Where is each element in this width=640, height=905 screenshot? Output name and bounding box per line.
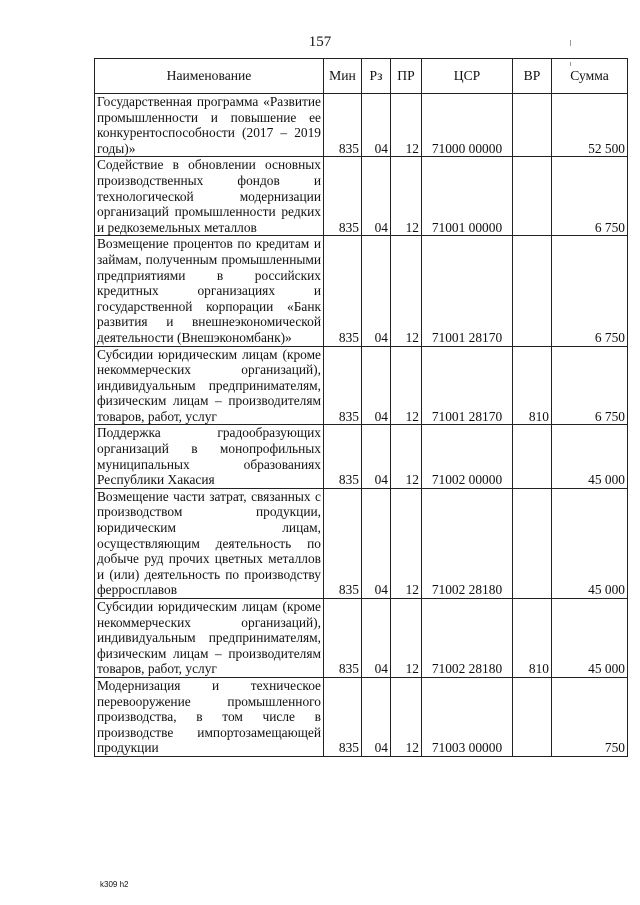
row-csr: 71001 28170 (422, 346, 513, 425)
row-pr: 12 (391, 236, 422, 346)
row-rz: 04 (362, 677, 391, 756)
table-row (95, 157, 628, 236)
scan-mark (570, 40, 571, 46)
header-min: Мин (324, 59, 362, 94)
row-min: 835 (324, 157, 362, 236)
row-pr: 12 (391, 677, 422, 756)
row-rz: 04 (362, 599, 391, 678)
table-row (95, 94, 628, 157)
row-min: 835 (324, 599, 362, 678)
row-sum: 6 750 (552, 157, 628, 236)
row-rz: 04 (362, 236, 391, 346)
row-min: 835 (324, 425, 362, 488)
row-rz: 04 (362, 94, 391, 157)
row-sum: 45 000 (552, 488, 628, 598)
header-pr: ПР (391, 59, 422, 94)
row-sum: 6 750 (552, 236, 628, 346)
page-number: 157 (308, 34, 332, 50)
row-sum: 45 000 (552, 599, 628, 678)
row-vr (513, 677, 552, 756)
row-vr (513, 425, 552, 488)
row-rz: 04 (362, 346, 391, 425)
row-min: 835 (324, 346, 362, 425)
row-rz: 04 (362, 157, 391, 236)
table-row (95, 677, 628, 756)
table-header-row (95, 59, 628, 94)
row-vr (513, 157, 552, 236)
row-sum: 6 750 (552, 346, 628, 425)
row-sum: 52 500 (552, 94, 628, 157)
row-csr: 71003 00000 (422, 677, 513, 756)
row-csr: 71000 00000 (422, 94, 513, 157)
row-pr: 12 (391, 157, 422, 236)
row-vr (513, 94, 552, 157)
row-min: 835 (324, 94, 362, 157)
row-vr: 810 (513, 599, 552, 678)
header-vr: ВР (513, 59, 552, 94)
header-name: Наименование (95, 59, 324, 94)
row-csr: 71002 00000 (422, 425, 513, 488)
footer-code: k309 h2 (100, 880, 129, 889)
budget-table (94, 58, 628, 757)
header-sum: Сумма (552, 59, 628, 94)
scan-mark (570, 62, 571, 66)
table-row (95, 236, 628, 346)
row-pr: 12 (391, 488, 422, 598)
row-sum: 45 000 (552, 425, 628, 488)
row-name: Возмещение процентов по кредитам и займам, полученным промышленными предприятиями в российских кредитных организациях и государственной корпорации «Банк развития и внешнеэкономической деятельности (Внешэкономбанк)» (95, 236, 324, 346)
row-csr: 71001 00000 (422, 157, 513, 236)
row-pr: 12 (391, 599, 422, 678)
row-min: 835 (324, 236, 362, 346)
row-min: 835 (324, 488, 362, 598)
row-csr: 71002 28180 (422, 599, 513, 678)
table-row (95, 488, 628, 598)
row-pr: 12 (391, 346, 422, 425)
row-name: Субсидии юридическим лицам (кроме некоммерческих организаций), индивидуальным предпринимателям, физическим лицам – производителям товаров, работ, услуг (95, 599, 324, 678)
table-row (95, 425, 628, 488)
table-row (95, 599, 628, 678)
row-name: Возмещение части затрат, связанных с производством продукции, юридическим лицам, осуществляющим деятельность по добыче руд прочих цветных металлов и (или) деятельность по производству ферросплавов (95, 488, 324, 598)
row-pr: 12 (391, 425, 422, 488)
header-csr: ЦСР (422, 59, 513, 94)
row-name: Поддержка градообразующих организаций в монопрофильных муниципальных образованиях Республики Хакасия (95, 425, 324, 488)
row-rz: 04 (362, 425, 391, 488)
row-sum: 750 (552, 677, 628, 756)
table-row (95, 346, 628, 425)
header-rz: Рз (362, 59, 391, 94)
row-min: 835 (324, 677, 362, 756)
row-vr: 810 (513, 346, 552, 425)
row-name: Модернизация и техническое перевооружение промышленного производства, в том числе в производстве импортозамещающей продукции (95, 677, 324, 756)
row-name: Содействие в обновлении основных производственных фондов и технологической модернизации организаций промышленности редких и редкоземельных металлов (95, 157, 324, 236)
row-vr (513, 488, 552, 598)
row-name: Субсидии юридическим лицам (кроме некоммерческих организаций), индивидуальным предпринимателям, физическим лицам – производителям товаров, работ, услуг (95, 346, 324, 425)
row-pr: 12 (391, 94, 422, 157)
row-vr (513, 236, 552, 346)
row-csr: 71002 28180 (422, 488, 513, 598)
row-name: Государственная программа «Развитие промышленности и повышение ее конкурентоспособности (2017 – 2019 годы)» (95, 94, 324, 157)
row-csr: 71001 28170 (422, 236, 513, 346)
row-rz: 04 (362, 488, 391, 598)
